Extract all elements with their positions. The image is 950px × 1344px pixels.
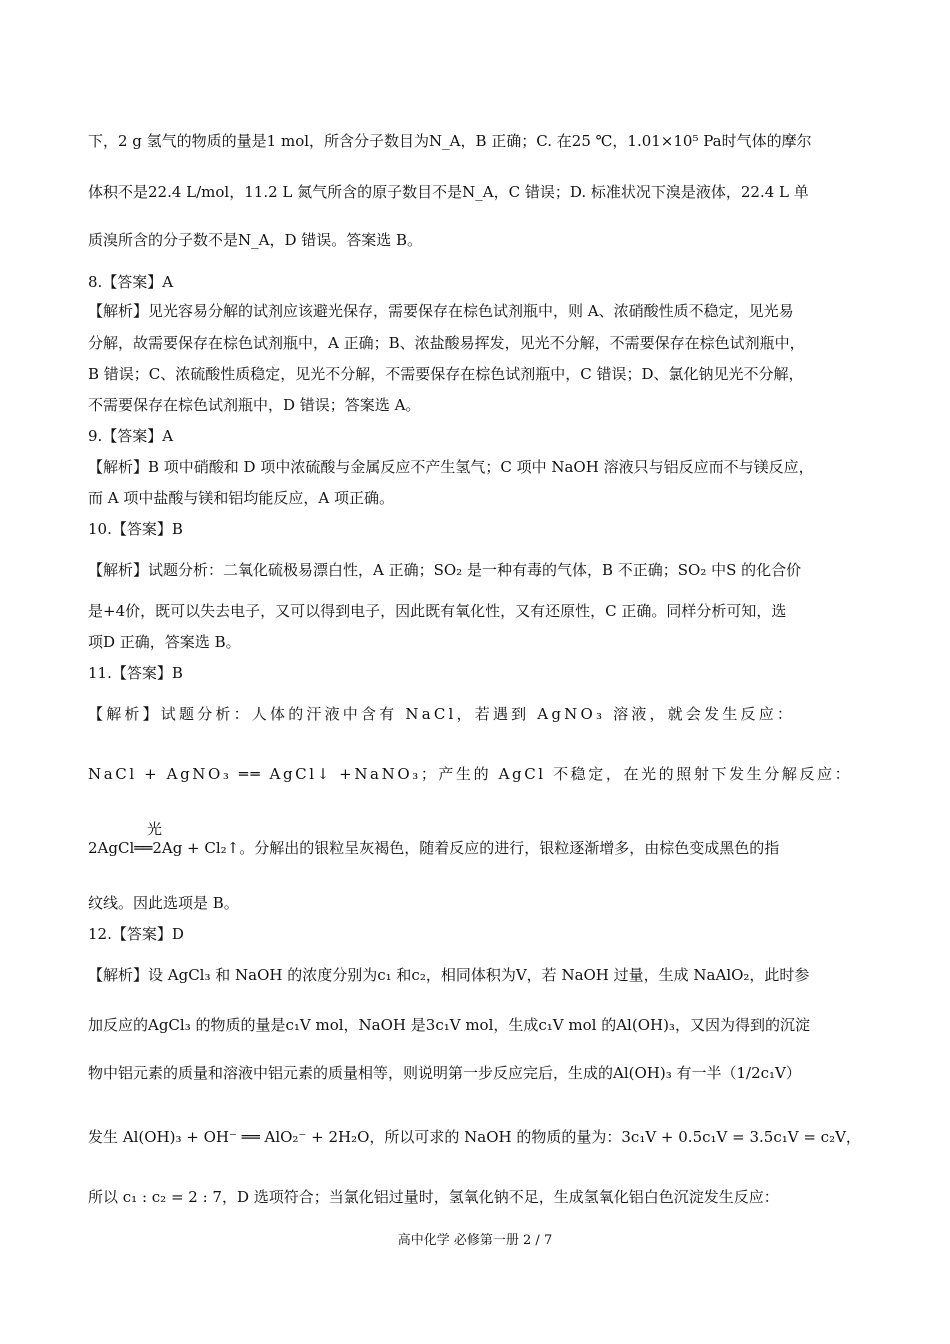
- text-line: 【解析】设 AgCl₃ 和 NaOH 的浓度分别为c₁ 和c₂，相同体积为V，若 NaOH 过量，生成 NaAlO₂，此时参: [88, 966, 810, 984]
- text-line: 【解析】试题分析：二氧化硫极易漂白性，A 正确；SO₂ 是一种有毒的气体，B 不正确；SO₂ 中S 的化合价: [88, 561, 802, 579]
- page-footer: 高中化学 必修第一册 2 / 7: [397, 1233, 553, 1248]
- text-line: 不需要保存在棕色试剂瓶中，D 错误；答案选 A。: [88, 396, 421, 414]
- answer-heading: 12.【答案】D: [88, 925, 184, 943]
- text-line: 下，2 g 氢气的物质的量是1 mol，所含分子数目为N_A，B 正确；C. 在25 ℃，1.01×10⁵ Pa时气体的摩尔: [88, 132, 812, 150]
- text-line: 所以 c₁ : c₂ = 2 : 7，D 选项符合；当氯化铝过量时，氢氧化钠不足，生成氢氧化铝白色沉淀发生反应：: [88, 1188, 779, 1206]
- equation-line: 2AgCl══2Ag + Cl₂↑。分解出的银粒呈灰褐色，随着反应的进行，银粒逐渐增多，由棕色变成黑色的指: [88, 839, 780, 857]
- text-line: 【解析】B 项中硝酸和 D 项中浓硫酸与金属反应不产生氢气；C 项中 NaOH 溶液只与铝反应而不与镁反应，: [88, 458, 814, 476]
- text-line: 是+4价，既可以失去电子，又可以得到电子，因此既有氧化性，又有还原性，C 正确。同样分析可知，选: [88, 602, 787, 620]
- text-line: 纹线。因此选项是 B。: [88, 894, 239, 912]
- text-line: 项D 正确，答案选 B。: [88, 633, 241, 651]
- equation-line: NaCl + AgNO₃ ══ AgCl↓ +NaNO₃；产生的 AgCl 不稳定，在光的照射下发生分解反应：: [88, 765, 853, 783]
- text-line: 分解，故需要保存在棕色试剂瓶中，A 正确；B、浓盐酸易挥发，见光不分解，不需要保存在棕色试剂瓶中，: [88, 334, 805, 352]
- text-line: 【解析】试题分析：人体的汗液中含有 NaCl，若遇到 AgNO₃ 溶液，就会发生反应：: [88, 705, 796, 723]
- text-line: 【解析】见光容易分解的试剂应该避光保存，需要保存在棕色试剂瓶中，则 A、浓硝酸性质不稳定，见光易: [88, 302, 794, 320]
- text-line: 体积不是22.4 L/mol，11.2 L 氮气所含的原子数目不是N_A，C 错误；D. 标准状况下溴是液体，22.4 L 单: [88, 183, 809, 201]
- answer-heading: 8.【答案】A: [88, 273, 174, 291]
- answer-heading: 11.【答案】B: [88, 664, 183, 682]
- text-line: 质溴所含的分子数不是N_A，D 错误。答案选 B。: [88, 231, 423, 249]
- answer-heading: 10.【答案】B: [88, 520, 183, 538]
- text-line: B 错误；C、浓硫酸性质稳定，见光不分解，不需要保存在棕色试剂瓶中，C 错误；D、氯化钠见光不分解，: [88, 365, 804, 383]
- condition-label: 光: [147, 820, 163, 838]
- text-line: 而 A 项中盐酸与镁和铝均能反应，A 项正确。: [88, 489, 394, 507]
- text-line: 物中铝元素的质量和溶液中铝元素的质量相等，则说明第一步反应完后，生成的Al(OH)₃ 有一半（1/2c₁V）: [88, 1064, 801, 1082]
- equation-line: 发生 Al(OH)₃ + OH⁻ ══ AlO₂⁻ + 2H₂O，所以可求的 NaOH 的物质的量为：3c₁V + 0.5c₁V = 3.5c₁V = c₂V，: [88, 1128, 861, 1146]
- answer-heading: 9.【答案】A: [88, 427, 174, 445]
- text-line: 加反应的AgCl₃ 的物质的量是c₁V mol，NaOH 是3c₁V mol，生成c₁V mol 的Al(OH)₃，又因为得到的沉淀: [88, 1016, 810, 1034]
